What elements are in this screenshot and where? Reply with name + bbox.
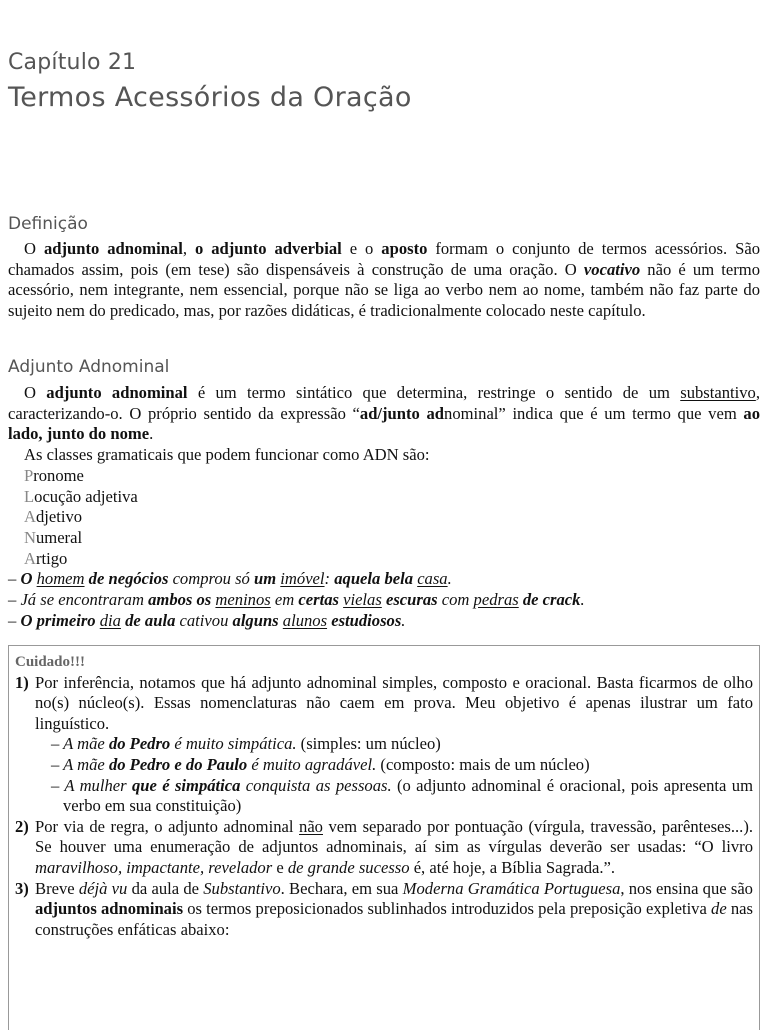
cuidado-title: Cuidado!!! bbox=[15, 654, 86, 670]
cuidado-item-3: 3) Breve déjà vu da aula de Substantivo. Bechara, em sua Moderna Gramática Portuguesa, nos ensina que são adjuntos adnominais os termos preposicionados sublinhados introduzidos pela preposição expletiva de nas construções enfáticas abaixo: bbox=[15, 878, 754, 939]
adjunto-adnominal-body bbox=[8, 383, 760, 631]
section-heading-adjunto-adnominal: Adjunto Adnominal bbox=[8, 357, 170, 377]
cuidado-item-2: 2) Por via de regra, o adjunto adnominal não vem separado por pontuação (vírgula, travessão, parênteses...). Se houver uma enumeração de adjuntos adnominais, aí sim as vírgulas deverão ser usadas: “O livro maravilhoso, impactante, revelador e de grande sucesso é, até hoje, a Bíblia Sagrada.”. bbox=[15, 816, 753, 877]
cuidado-examples bbox=[15, 734, 753, 816]
list-item: Pronome bbox=[24, 465, 84, 485]
list-item: Locução adjetiva bbox=[24, 486, 138, 506]
cuidado-example: – A mãe do Pedro e do Paulo é muito agradável. (composto: mais de um núcleo) bbox=[51, 754, 590, 774]
examples bbox=[8, 569, 760, 631]
cuidado-box bbox=[8, 645, 760, 1030]
chapter-title: Termos Acessórios da Oração bbox=[8, 82, 412, 113]
cuidado-example: – A mãe do Pedro é muito simpática. (simples: um núcleo) bbox=[51, 734, 441, 754]
classes-intro: As classes gramaticais que podem funcionar como ADN são: bbox=[24, 445, 430, 465]
chapter-number: Capítulo 21 bbox=[8, 50, 137, 75]
list-item: Numeral bbox=[24, 527, 83, 547]
list-item: Artigo bbox=[24, 548, 68, 568]
adjunto-definition: O adjunto adnominal é um termo sintático que determina, restringe o sentido de um substantivo, caracterizando-o. O próprio sentido da expressão “ad/junto adnominal” indica que é um termo que vem ao lado, junto do nome. bbox=[8, 383, 760, 444]
section-heading-definicao: Definição bbox=[8, 214, 88, 234]
definicao-paragraph: O adjunto adnominal, o adjunto adverbial e o aposto formam o conjunto de termos acessórios. São chamados assim, pois (em tese) são dispensáveis à construção de uma oração. O vocativo não é um termo acessório, nem integrante, nem essencial, porque não se liga ao verbo nem ao nome, também não faz parte do sujeito nem do predicado, mas, por razões didáticas, é tradicionalmente colocado neste capítulo. bbox=[8, 239, 761, 321]
example-1: – O homem de negócios comprou só um imóvel: aquela bela casa. bbox=[8, 569, 452, 589]
example-3: – O primeiro dia de aula cativou alguns alunos estudiosos. bbox=[8, 610, 406, 630]
cuidado-item-1: 1) Por inferência, notamos que há adjunto adnominal simples, composto e oracional. Basta ficarmos de olho no(s) núcleo(s). Essas nomenclaturas não caem em prova. Meu objetivo é apenas ilustrar um fato linguístico. bbox=[15, 672, 753, 733]
classes-list bbox=[8, 466, 760, 570]
list-item: Adjetivo bbox=[24, 507, 83, 527]
example-2: – Já se encontraram ambos os meninos em certas vielas escuras com pedras de crack. bbox=[8, 590, 585, 610]
cuidado-example: – A mulher que é simpática conquista as pessoas. (o adjunto adnominal é oracional, pois apresenta um verbo em sua constituição) bbox=[51, 775, 753, 816]
